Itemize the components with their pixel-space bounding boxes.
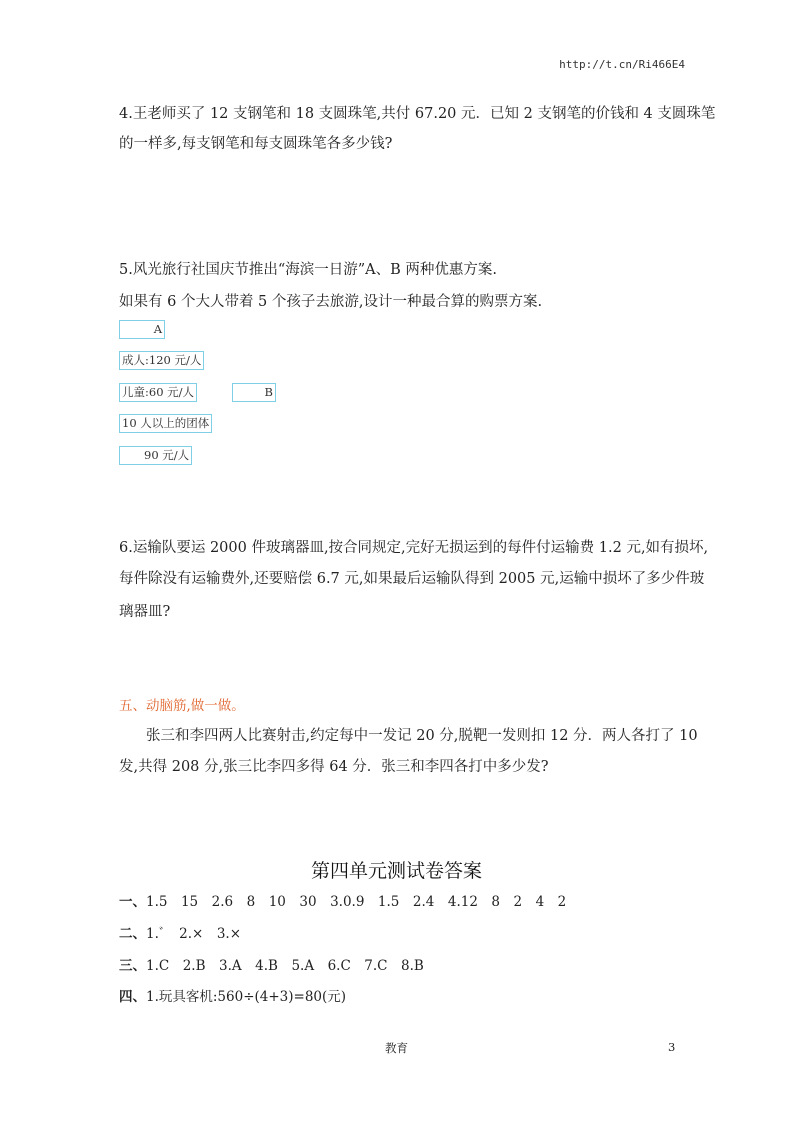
answer-row-1-text: 1.5 15 2.6 8 10 30 3.0.9 1.5 2.4 4.12 8 2 4 2 — [146, 894, 567, 910]
answers-title: 第四单元测试卷答案 — [310, 860, 482, 882]
section-5-line-2: 发,共得 208 分,张三比李四多得 64 分．张三和李四各打中多少发? — [119, 759, 549, 775]
q4-line-1: 4.王老师买了 12 支钢笔和 18 支圆珠笔,共付 67.20 元．已知 2 支钢笔的价钱和 4 支圆珠笔 — [119, 106, 716, 122]
group-price-box: 90 元/人 — [119, 446, 192, 465]
q6-line-3: 璃器皿? — [119, 604, 171, 620]
q6-line-1: 6.运输队要运 2000 件玻璃器皿,按合同规定,完好无损运到的每件付运输费 1.2 元,如有损坏, — [119, 540, 709, 556]
section-5-line-1: 张三和李四两人比赛射击,约定每中一发记 20 分,脱靶一发则扣 12 分．两人各打了 10 — [146, 728, 698, 744]
section-5-heading: 五、动脑筋,做一做。 — [119, 698, 245, 714]
answer-row-2 — [119, 924, 241, 944]
answer-row-4-label: 四、 — [119, 989, 146, 1005]
answer-row-4-text: 1.玩具客机:560÷(4+3)=80(元) — [146, 989, 347, 1005]
header-url[interactable]: http://t.cn/Ri466E4 — [559, 58, 685, 71]
q6-line-2: 每件除没有运输费外,还要赔偿 6.7 元,如果最后运输队得到 2005 元,运输中损坏了多少件玻 — [119, 571, 705, 587]
q5-line-1: 5.风光旅行社国庆节推出“海滨一日游”A、B 两种优惠方案. — [119, 262, 498, 278]
answer-row-3 — [119, 956, 424, 976]
answer-row-2-label: 二、 — [119, 926, 146, 942]
answer-row-3-label: 三、 — [119, 958, 146, 974]
q4-line-2: 的一样多,每支钢笔和每支圆珠笔各多少钱? — [119, 136, 393, 152]
answer-row-3-text: 1.C 2.B 3.A 4.B 5.A 6.C 7.C 8.B — [146, 958, 424, 974]
plan-a-box: A — [119, 320, 165, 339]
plan-b-box: B — [232, 383, 276, 402]
page-number: 3 — [668, 1040, 676, 1054]
child-price-box: 儿童:60 元/人 — [119, 383, 197, 402]
group-box: 10 人以上的团体 — [119, 414, 212, 433]
answer-row-4 — [119, 987, 346, 1007]
q5-line-2: 如果有 6 个大人带着 5 个孩子去旅游,设计一种最合算的购票方案. — [119, 294, 543, 310]
answer-row-2-text: 1.ﾞ 2.× 3.× — [146, 926, 242, 942]
answer-row-1 — [119, 892, 566, 912]
footer-label: 教育 — [385, 1041, 408, 1055]
answer-row-1-label: 一、 — [119, 894, 146, 910]
adult-price-box: 成人:120 元/人 — [119, 351, 204, 370]
